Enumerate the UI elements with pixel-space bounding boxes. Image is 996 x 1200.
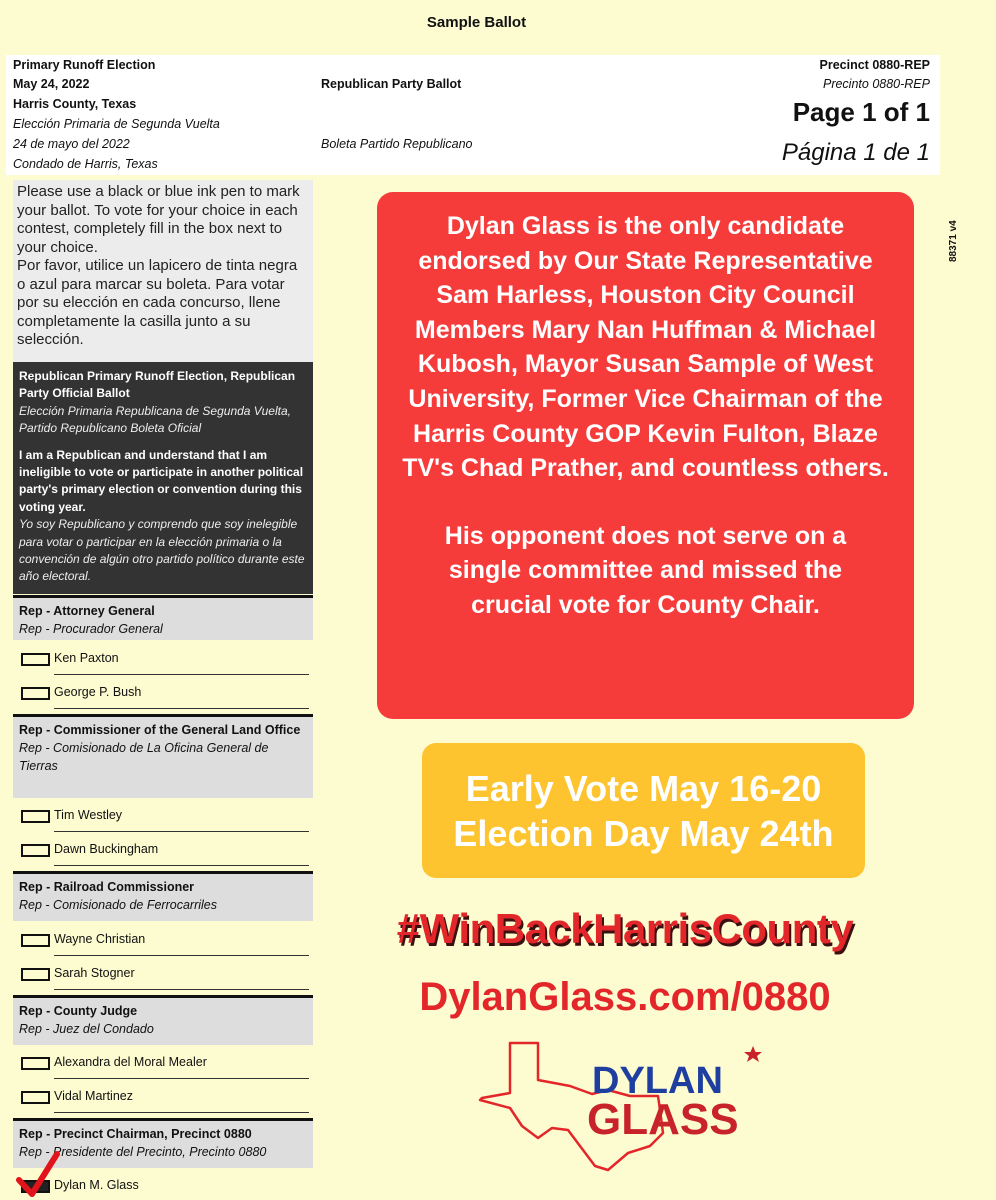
candidate-row[interactable] [13, 798, 313, 832]
candidate-row[interactable] [13, 922, 313, 956]
contest-header [13, 595, 313, 640]
vote-checkbox[interactable] [21, 810, 50, 823]
election-day-date: Election Day May 24th [453, 813, 834, 854]
vote-checkbox[interactable] [21, 653, 50, 666]
contest-subtitle: Rep - Comisionado de Ferrocarriles [19, 898, 217, 912]
logo-last-name: GLASS [587, 1095, 739, 1144]
contest-subtitle: Rep - Procurador General [19, 622, 163, 636]
contest-header [13, 714, 313, 798]
page-number-es: Página 1 de 1 [781, 139, 930, 166]
divider [54, 989, 309, 990]
ballot-title: Sample Ballot [426, 14, 527, 31]
checkmark-icon [16, 1150, 60, 1200]
candidate-name: Ken Paxton [54, 651, 119, 665]
contest-title: Rep - County Judge [19, 1004, 138, 1018]
form-code: 88371 v4 [948, 220, 959, 262]
logo-first-name: DYLAN [592, 1060, 723, 1102]
oath-pledge: I am a Republican and understand that I am ineligible to vote or participate in another political party's primary election or convention during this voting year. [19, 447, 304, 514]
candidate-row[interactable] [13, 956, 313, 990]
vote-checkbox[interactable] [21, 844, 50, 857]
county-name: Harris County, Texas [13, 97, 137, 111]
oath-title-es: Elección Primaria Republicana de Segunda Vuelta, Partido Republicano Boleta Oficial [19, 403, 291, 436]
party-oath [13, 362, 313, 594]
contest-title: Rep - Attorney General [19, 604, 155, 618]
candidate-row[interactable] [13, 1045, 313, 1079]
vote-checkbox[interactable] [21, 1057, 50, 1070]
candidate-row[interactable] [13, 675, 313, 709]
contest-header [13, 871, 313, 921]
candidate-row[interactable] [13, 832, 313, 866]
election-date: May 24, 2022 [13, 77, 90, 91]
dylan-glass-logo [470, 1038, 770, 1173]
endorsement-text: Dylan Glass is the only candidate endorsed by Our State Representative Sam Harless, Houston City Council Members Mary Nan Huffman & Michael Kubosh, Mayor Susan Sample of West University, Former Vice Chairman of the Harris County GOP Kevin Fulton, Blaze TV's Chad Prather, and countless others. [402, 212, 889, 483]
endorsement-panel [377, 192, 914, 719]
contest-title: Rep - Commissioner of the General Land Office [19, 723, 301, 737]
oath-title: Republican Primary Runoff Election, Republican Party Official Ballot [19, 369, 296, 401]
candidate-name: Vidal Martinez [54, 1089, 133, 1103]
early-vote-date: Early Vote May 16-20 [465, 768, 822, 809]
candidate-row[interactable] [13, 1079, 313, 1113]
campaign-website[interactable]: DylanGlass.com/0880 [419, 975, 831, 1019]
party-ballot: Republican Party Ballot [321, 77, 462, 91]
party-ballot-es: Boleta Partido Republicano [321, 137, 473, 151]
election-date-es: 24 de mayo del 2022 [13, 137, 130, 151]
vote-checkbox[interactable] [21, 687, 50, 700]
vote-checkbox[interactable] [21, 934, 50, 947]
precinct-label-es: Precinto 0880-REP [822, 77, 930, 91]
voting-instructions [13, 180, 313, 362]
contest-header [13, 995, 313, 1045]
candidate-name: Dylan M. Glass [54, 1178, 139, 1192]
contest-subtitle: Rep - Juez del Condado [19, 1022, 154, 1036]
divider [54, 1112, 309, 1113]
vote-dates-panel [422, 743, 865, 878]
candidate-name: George P. Bush [54, 685, 142, 699]
instructions-es: Por favor, utilice un lapicero de tinta negra o azul para marcar su boleta. Para votar por su elección en cada concurso, llene completamente la casilla junto a su selección. [17, 257, 298, 348]
contest-title: Rep - Railroad Commissioner [19, 880, 195, 894]
vote-checkbox[interactable] [21, 968, 50, 981]
divider [54, 708, 309, 709]
candidate-name: Tim Westley [54, 808, 123, 822]
candidate-name: Dawn Buckingham [54, 842, 159, 856]
instructions-en: Please use a black or blue ink pen to mark your ballot. To vote for your choice in each contest, completely fill in the box next to your choice. [17, 183, 300, 256]
candidate-name: Alexandra del Moral Mealer [54, 1055, 207, 1069]
election-name-es: Elección Primaria de Segunda Vuelta [13, 117, 220, 131]
vote-checkbox[interactable] [21, 1091, 50, 1104]
county-name-es: Condado de Harris, Texas [13, 157, 158, 171]
campaign-hashtag: #WinBackHarrisCounty [396, 905, 854, 952]
page-number: Page 1 of 1 [792, 97, 930, 127]
oath-pledge-es: Yo soy Republicano y comprendo que soy inelegible para votar o participar en la elección primaria o la convención de algún otro partido político durante este año electoral. [19, 517, 305, 584]
candidate-row[interactable] [13, 641, 313, 675]
contest-subtitle: Rep - Comisionado de La Oficina General de Tierras [19, 741, 269, 773]
candidate-name: Wayne Christian [54, 932, 146, 946]
divider [54, 865, 309, 866]
election-name: Primary Runoff Election [13, 58, 156, 72]
ballot-header [6, 55, 940, 175]
contest-title: Rep - Precinct Chairman, Precinct 0880 [19, 1127, 252, 1141]
precinct-label: Precinct 0880-REP [819, 58, 930, 72]
star-icon [744, 1046, 762, 1062]
candidate-name: Sarah Stogner [54, 966, 135, 980]
contest-subtitle: Rep - Presidente del Precinto, Precinto 0880 [19, 1145, 267, 1159]
opponent-text: His opponent does not serve on a single committee and missed the crucial vote for County Chair. [444, 521, 847, 619]
